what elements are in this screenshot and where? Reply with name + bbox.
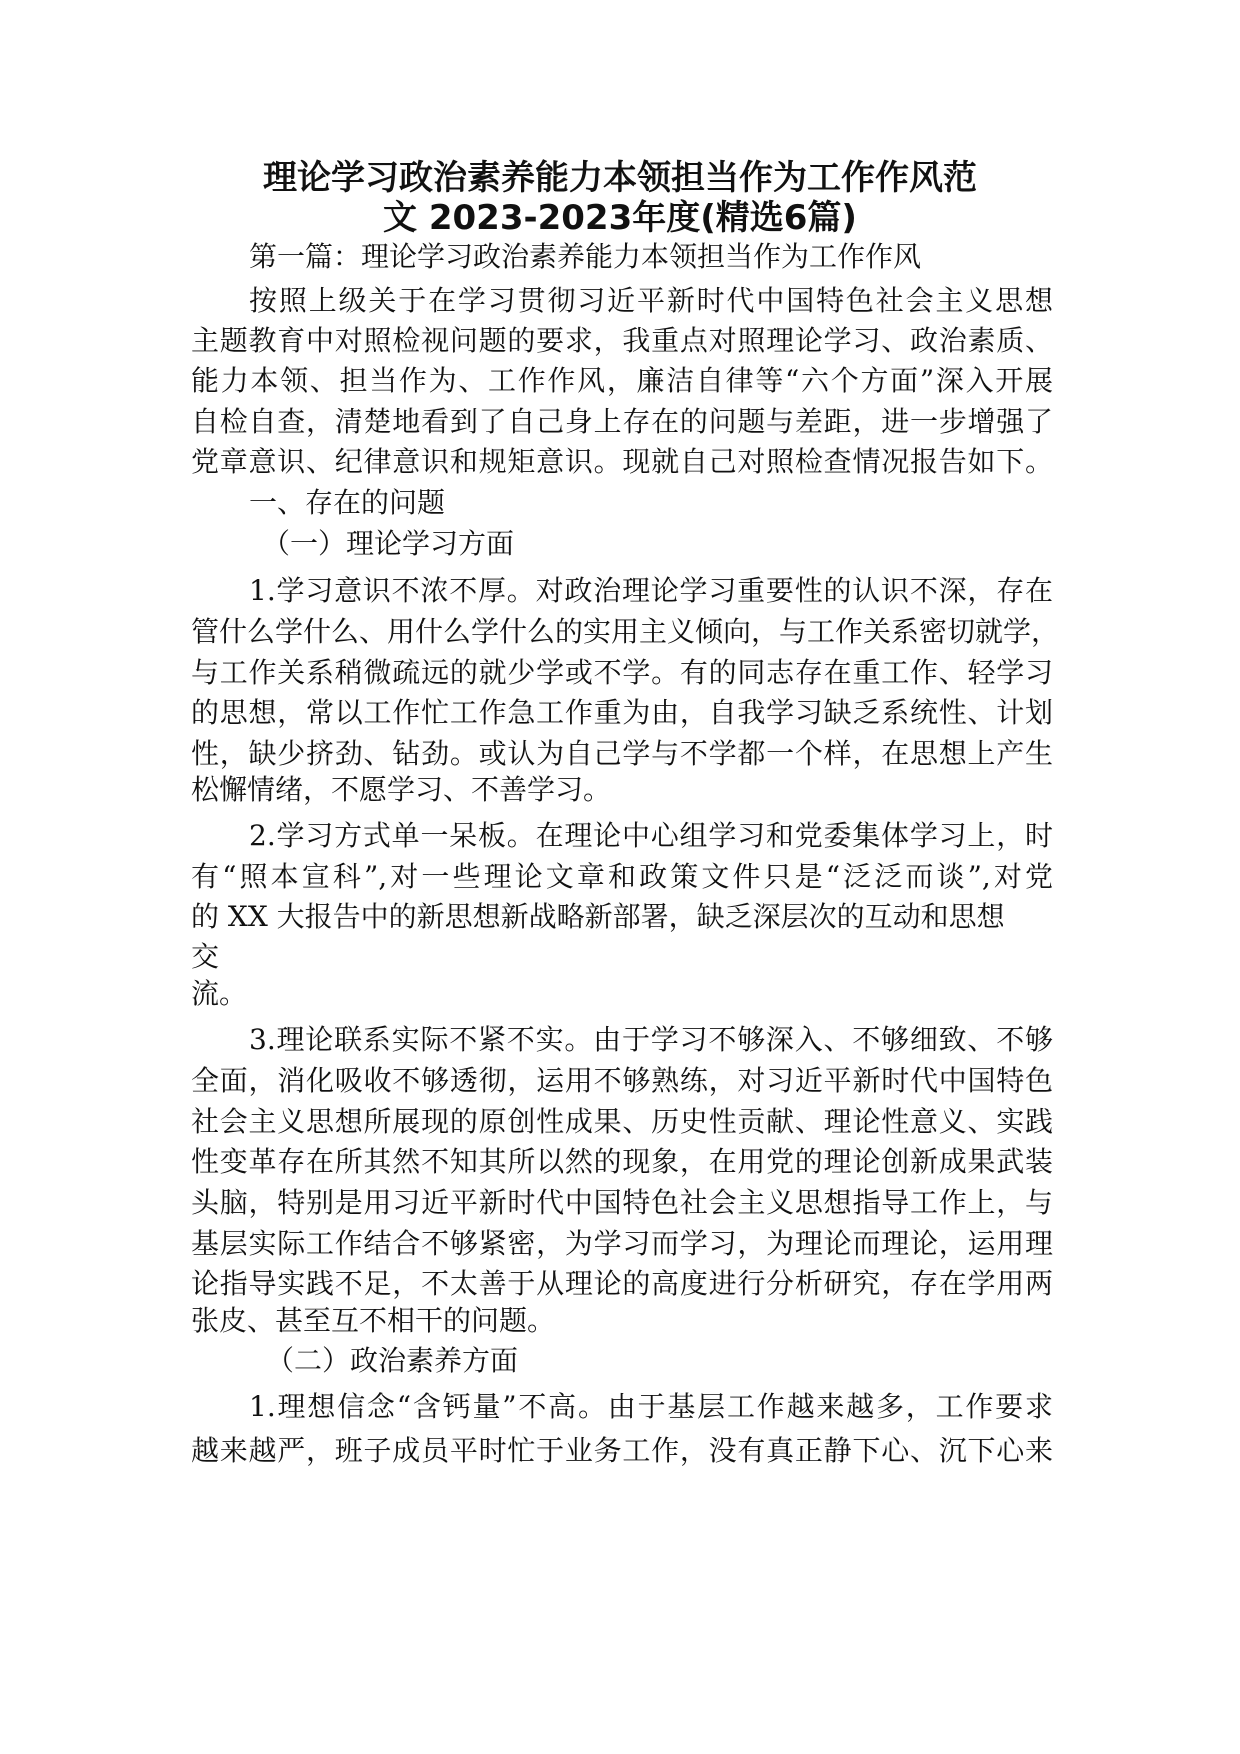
paragraph-line: 松懈情绪，不愿学习、不善学习。 xyxy=(191,773,612,806)
paragraph-line: 头脑，特别是用习近平新时代中国特色社会主义思想指导工作上，与 xyxy=(191,1186,1053,1219)
paragraph-line: 3.理论联系实际不紧不实。由于学习不够深入、不够细致、不够 xyxy=(249,1023,1053,1056)
subheading-theory-study: （一）理论学习方面 xyxy=(262,527,515,560)
paragraph-line: 张皮、甚至互不相干的问题。 xyxy=(191,1304,556,1337)
paragraph-line: 主题教育中对照检视问题的要求，我重点对照理论学习、政治素质、 xyxy=(191,324,1053,357)
heading-existing-problems: 一、存在的问题 xyxy=(249,486,446,519)
paragraph-line: 性，缺少挤劲、钻劲。或认为自己学与不学都一个样，在思想上产生 xyxy=(191,737,1053,770)
paragraph-line: 党章意识、纪律意识和规矩意识。现就自己对照检查情况报告如下。 xyxy=(191,445,1053,478)
section-heading: 第一篇：理论学习政治素养能力本领担当作为工作作风 xyxy=(249,240,922,273)
paragraph-line: 能力本领、担当作为、工作作风，廉洁自律等“六个方面”深入开展 xyxy=(191,364,1053,397)
document-title-line-2: 文 2023-2023年度(精选6篇) xyxy=(383,198,857,238)
paragraph-line: 的 XX 大报告中的新思想新战略新部署，缺乏深层次的互动和思想 xyxy=(191,900,1005,933)
paragraph-line: 流。 xyxy=(191,977,248,1010)
paragraph-line: 有“照本宣科”,对一些理论文章和政策文件只是“泛泛而谈”,对党 xyxy=(191,860,1053,893)
paragraph-line: 自检自查，清楚地看到了自己身上存在的问题与差距，进一步增强了 xyxy=(191,405,1053,438)
paragraph-line: 性变革存在所其然不知其所以然的现象，在用党的理论创新成果武装 xyxy=(191,1145,1053,1178)
paragraph-line: 1.理想信念“含钙量”不高。由于基层工作越来越多，工作要求 xyxy=(249,1390,1053,1423)
paragraph-line: 2.学习方式单一呆板。在理论中心组学习和党委集体学习上，时 xyxy=(249,819,1053,852)
document-title-line-1: 理论学习政治素养能力本领担当作为工作作风范 xyxy=(263,158,977,198)
paragraph-line: 与工作关系稍微疏远的就少学或不学。有的同志存在重工作、轻学习 xyxy=(191,656,1053,689)
paragraph-line: 管什么学什么、用什么学什么的实用主义倾向，与工作关系密切就学， xyxy=(191,615,1060,648)
paragraph-line: 基层实际工作结合不够紧密，为学习而学习，为理论而理论，运用理 xyxy=(191,1227,1053,1260)
paragraph-line: 交 xyxy=(191,940,220,973)
paragraph-line: 全面，消化吸收不够透彻，运用不够熟练，对习近平新时代中国特色 xyxy=(191,1064,1053,1097)
paragraph-line: 论指导实践不足，不太善于从理论的高度进行分析研究，存在学用两 xyxy=(191,1267,1053,1300)
paragraph-line: 社会主义思想所展现的原创性成果、历史性贡献、理论性意义、实践 xyxy=(191,1105,1053,1138)
paragraph-line: 的思想，常以工作忙工作急工作重为由，自我学习缺乏系统性、计划 xyxy=(191,696,1053,729)
paragraph-line: 按照上级关于在学习贯彻习近平新时代中国特色社会主义思想 xyxy=(249,284,1053,317)
subheading-political-quality: （二）政治素养方面 xyxy=(266,1344,519,1377)
paragraph-line: 1.学习意识不浓不厚。对政治理论学习重要性的认识不深，存在 xyxy=(249,574,1053,607)
paragraph-line: 越来越严，班子成员平时忙于业务工作，没有真正静下心、沉下心来 xyxy=(191,1434,1053,1467)
